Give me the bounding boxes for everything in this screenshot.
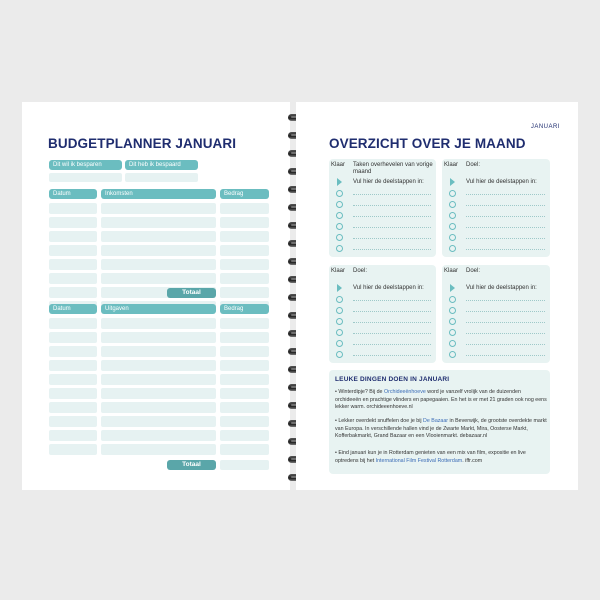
tip-item: • Winterdipje? Bij de Orchideeënhoeve word je vanzelf vrolijk van de duizenden orchideeën en prachtige vlinders en papegaaien. En het is er met 21 graden ook nog eens lekker warm. orchideeenhoeve.nl xyxy=(335,389,547,410)
income-amount-header: Bedrag xyxy=(220,189,269,199)
goal-panel-4[interactable] xyxy=(442,265,550,363)
checkbox-icon[interactable] xyxy=(449,318,456,325)
checkbox-icon[interactable] xyxy=(336,307,343,314)
income-date-header: Datum xyxy=(49,189,97,199)
expense-total-field[interactable] xyxy=(220,460,269,470)
income-date-column[interactable] xyxy=(49,203,97,312)
steps-label: Vul hier de deelstappen in: xyxy=(466,179,537,185)
expense-description-column[interactable] xyxy=(101,318,216,455)
tip-item: • Eind januari kun je in Rotterdam genieten van een mix van film, expositie en live optredens bij het International Film Festival Rotterdam. iffr.com xyxy=(335,450,526,464)
tip-link[interactable]: De Bazaar xyxy=(423,418,449,424)
checkbox-icon[interactable] xyxy=(449,296,456,303)
goal-panel-3[interactable] xyxy=(329,265,436,363)
month-tag: JANUARI xyxy=(530,124,560,130)
budget-title: BUDGETPLANNER JANUARI xyxy=(48,136,237,151)
steps-label: Vul hier de deelstappen in: xyxy=(466,285,537,291)
tip-link[interactable]: Orchideeënhoeve xyxy=(383,389,426,395)
save-goal-field[interactable] xyxy=(49,173,122,182)
month-overview-page xyxy=(296,102,578,490)
done-label: Klaar xyxy=(331,268,346,274)
checkbox-icon[interactable] xyxy=(336,223,343,230)
checkbox-icon[interactable] xyxy=(449,329,456,336)
checkbox-icon[interactable] xyxy=(449,190,456,197)
goal-label: Doel: xyxy=(353,268,368,274)
checkbox-icon[interactable] xyxy=(336,245,343,252)
expense-amount-column[interactable] xyxy=(220,318,269,455)
done-label: Klaar xyxy=(444,268,459,274)
tip-link[interactable]: International Film Festival Rotterdam xyxy=(375,457,463,464)
checkbox-icon[interactable] xyxy=(449,201,456,208)
save-goal-label: Dit wil ik besparen xyxy=(49,160,122,170)
arrow-icon xyxy=(337,284,342,292)
expense-date-column[interactable] xyxy=(49,318,97,455)
steps-label: Vul hier de deelstappen in: xyxy=(353,285,424,291)
expense-header: Uitgaven xyxy=(101,304,216,314)
checkbox-icon[interactable] xyxy=(336,212,343,219)
steps-label: Vul hier de deelstappen in: xyxy=(353,179,424,185)
checkbox-icon[interactable] xyxy=(449,307,456,314)
goal-label: Doel: xyxy=(466,162,481,168)
goal-panel-1[interactable] xyxy=(329,159,436,257)
goal-label: Taken overhevelen van vorige maand xyxy=(353,162,433,175)
checkbox-icon[interactable] xyxy=(449,212,456,219)
expense-total-label: Totaal xyxy=(167,460,216,470)
tips-title: LEUKE DINGEN DOEN IN JANUARI xyxy=(335,376,450,383)
saved-label: Dit heb ik bespaard xyxy=(125,160,198,170)
checkbox-icon[interactable] xyxy=(449,234,456,241)
arrow-icon xyxy=(450,284,455,292)
checkbox-icon[interactable] xyxy=(449,351,456,358)
goal-label: Doel: xyxy=(466,268,481,274)
saved-field[interactable] xyxy=(125,173,198,182)
checkbox-icon[interactable] xyxy=(336,296,343,303)
checkbox-icon[interactable] xyxy=(336,201,343,208)
overview-title: OVERZICHT OVER JE MAAND xyxy=(329,136,526,151)
checkbox-icon[interactable] xyxy=(336,318,343,325)
checkbox-icon[interactable] xyxy=(336,234,343,241)
done-label: Klaar xyxy=(331,162,346,168)
done-label: Klaar xyxy=(444,162,459,168)
checkbox-icon[interactable] xyxy=(449,245,456,252)
income-total-label: Totaal xyxy=(167,288,216,298)
goal-panel-2[interactable] xyxy=(442,159,550,257)
budget-planner-page xyxy=(22,102,290,490)
income-total-field[interactable] xyxy=(220,288,269,298)
income-header: Inkomsten xyxy=(101,189,216,199)
arrow-icon xyxy=(337,178,342,186)
checkbox-icon[interactable] xyxy=(336,340,343,347)
checkbox-icon[interactable] xyxy=(336,351,343,358)
expense-amount-header: Bedrag xyxy=(220,304,269,314)
checkbox-icon[interactable] xyxy=(336,190,343,197)
tip-item: • Lekker overdekt snuffelen doe je bij De Bazaar in Beverwijk, de grootste overdekte markt van Europa. In verschillende hallen vind je de Zwarte Markt, Mira, Oosterse Markt, Kofferbakmarkt, Grand Bazaar en een Vlooienmarkt. debazaar.nl xyxy=(335,418,547,439)
arrow-icon xyxy=(450,178,455,186)
expense-date-header: Datum xyxy=(49,304,97,314)
checkbox-icon[interactable] xyxy=(336,329,343,336)
checkbox-icon[interactable] xyxy=(449,223,456,230)
checkbox-icon[interactable] xyxy=(449,340,456,347)
tips-panel xyxy=(329,370,550,474)
